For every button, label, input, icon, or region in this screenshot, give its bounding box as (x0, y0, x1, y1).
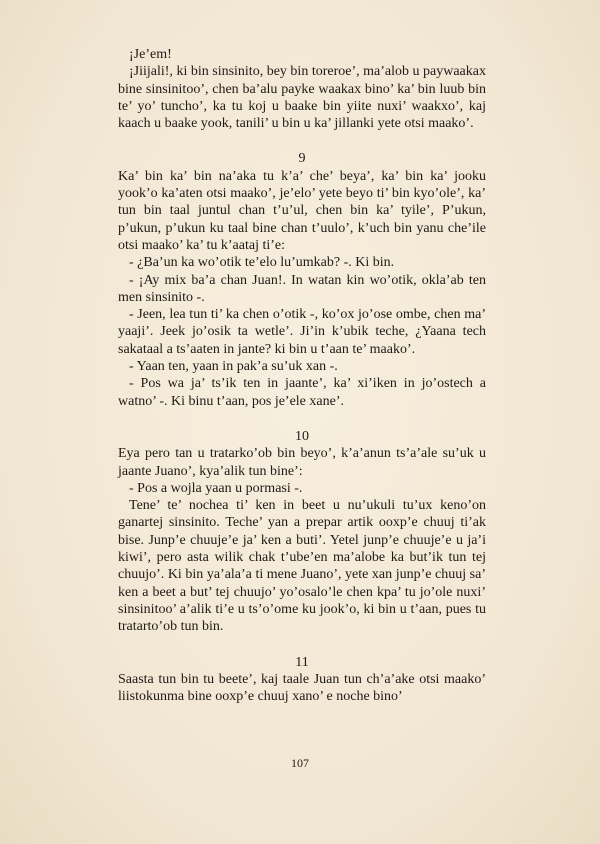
dialogue-line: - ¿Ba’un ka wo’otik te’elo lu’umkab? -. Ki bin. (129, 255, 395, 271)
dialogue-line: - Pos wa ja’ ts’ik ten in jaante’, ka’ xi’iken in jo’ostech a watno’ -. Ki binu t’aan, pos je’ele xane’. (118, 376, 486, 409)
paragraph-10-3: Tene’ te’ nochea ti’ ken in beet u nu’ukuli tu’ux keno’on ganartej sinsinito. Teche’ yan a prepar artik ooxp’e chuuj ti’ak bise. Junp’e chuuje’e ja’ ken a buti’. Yetel junp’e chuuje’e u ja’i kiwi’, pero asta wilik chak t’ube’en ma’alobe ka but’ik tun tej chuujo’. Ki bin ya’ala’a ti mene Juano’, yete xan junp’e chuuj sa’ ken a beet a but’ tej chuujo’ yo’osalo’le chen kpa’ tu jo’ole nuxi’ sinsinitoo’ a’alik ti’e u ts’o’ome ku jook’o, ki bin u t’aan, pues tu tratarto’ob tun bin. (118, 498, 486, 635)
dialogue-line: - Jeen, lea tun ti’ ka chen o’otik -, ko’ox jo’ose ombe, chen ma’ yaaji’. Jeek jo’osik ta wetle’. Ji’in k’ubik teche, ¿Yaana tech sakataal a ts’aaten in jante? ki bin u t’aan te’ maako’. (118, 307, 486, 357)
page-number: 107 (291, 756, 309, 770)
paragraph-11-1: Saasta tun bin tu beete’, kaj taale Juan tun ch’a’ake otsi maako’ liistokunma bine ooxp’e chuuj xano’ e noche bino’ (118, 671, 486, 705)
dialogue-line: - Yaan ten, yaan in pak’a su’uk xan -. (129, 359, 338, 375)
paragraph-9-1: Ka’ bin ka’ bin na’aka tu k’a’ che’ beya’, ka’ bin ka’ jooku yook’o ka’aten otsi maako’, je’elo’ yete beyo ti’ bin kyo’ole’, ka’ tun bin taal juntul chan t’u’ul, chen bin ka’ tyile’, P’ukun, p’ukun, p’ukun ku taal bine chan t’uulo’, k’uch bin yanu che’ile otsi maako’ ka’ tu k’aataj ti’e: (118, 168, 486, 253)
section-number-11: 11 (295, 654, 309, 670)
section-number-10: 10 (295, 428, 309, 444)
paragraph-intro: ¡Jiijali!, ki bin sinsinito, bey bin toreroe’, ma’alob u paywaakax bine sinsinitoo’, chen ba’alu payke waakax bino’ ka’ bin luub bin te’ yo’ tuncho’, ka tu koj u baake bin yiite nuxi’ waakxo’, kaj kaach u baake yook, tanili’ u bin u ka’ jillanki yete otsi maako’. (118, 64, 486, 132)
dialogue-line: - ¡Ay mix ba’a chan Juan!. In watan kin wo’otik, okla’ab ten men sinsinito -. (118, 272, 486, 305)
paragraph-exclamation: ¡Je’em! (129, 47, 172, 62)
dialogue-line: - Pos a wojla yaan u pormasi -. (129, 480, 303, 496)
section-number-9: 9 (298, 151, 306, 167)
page-body (118, 46, 486, 705)
paragraph-10-1: Eya pero tan u tratarko’ob bin beyo’, k’a’anun ts’a’ale su’uk u jaante Juano’, kya’alik tun bine’: (118, 446, 486, 479)
